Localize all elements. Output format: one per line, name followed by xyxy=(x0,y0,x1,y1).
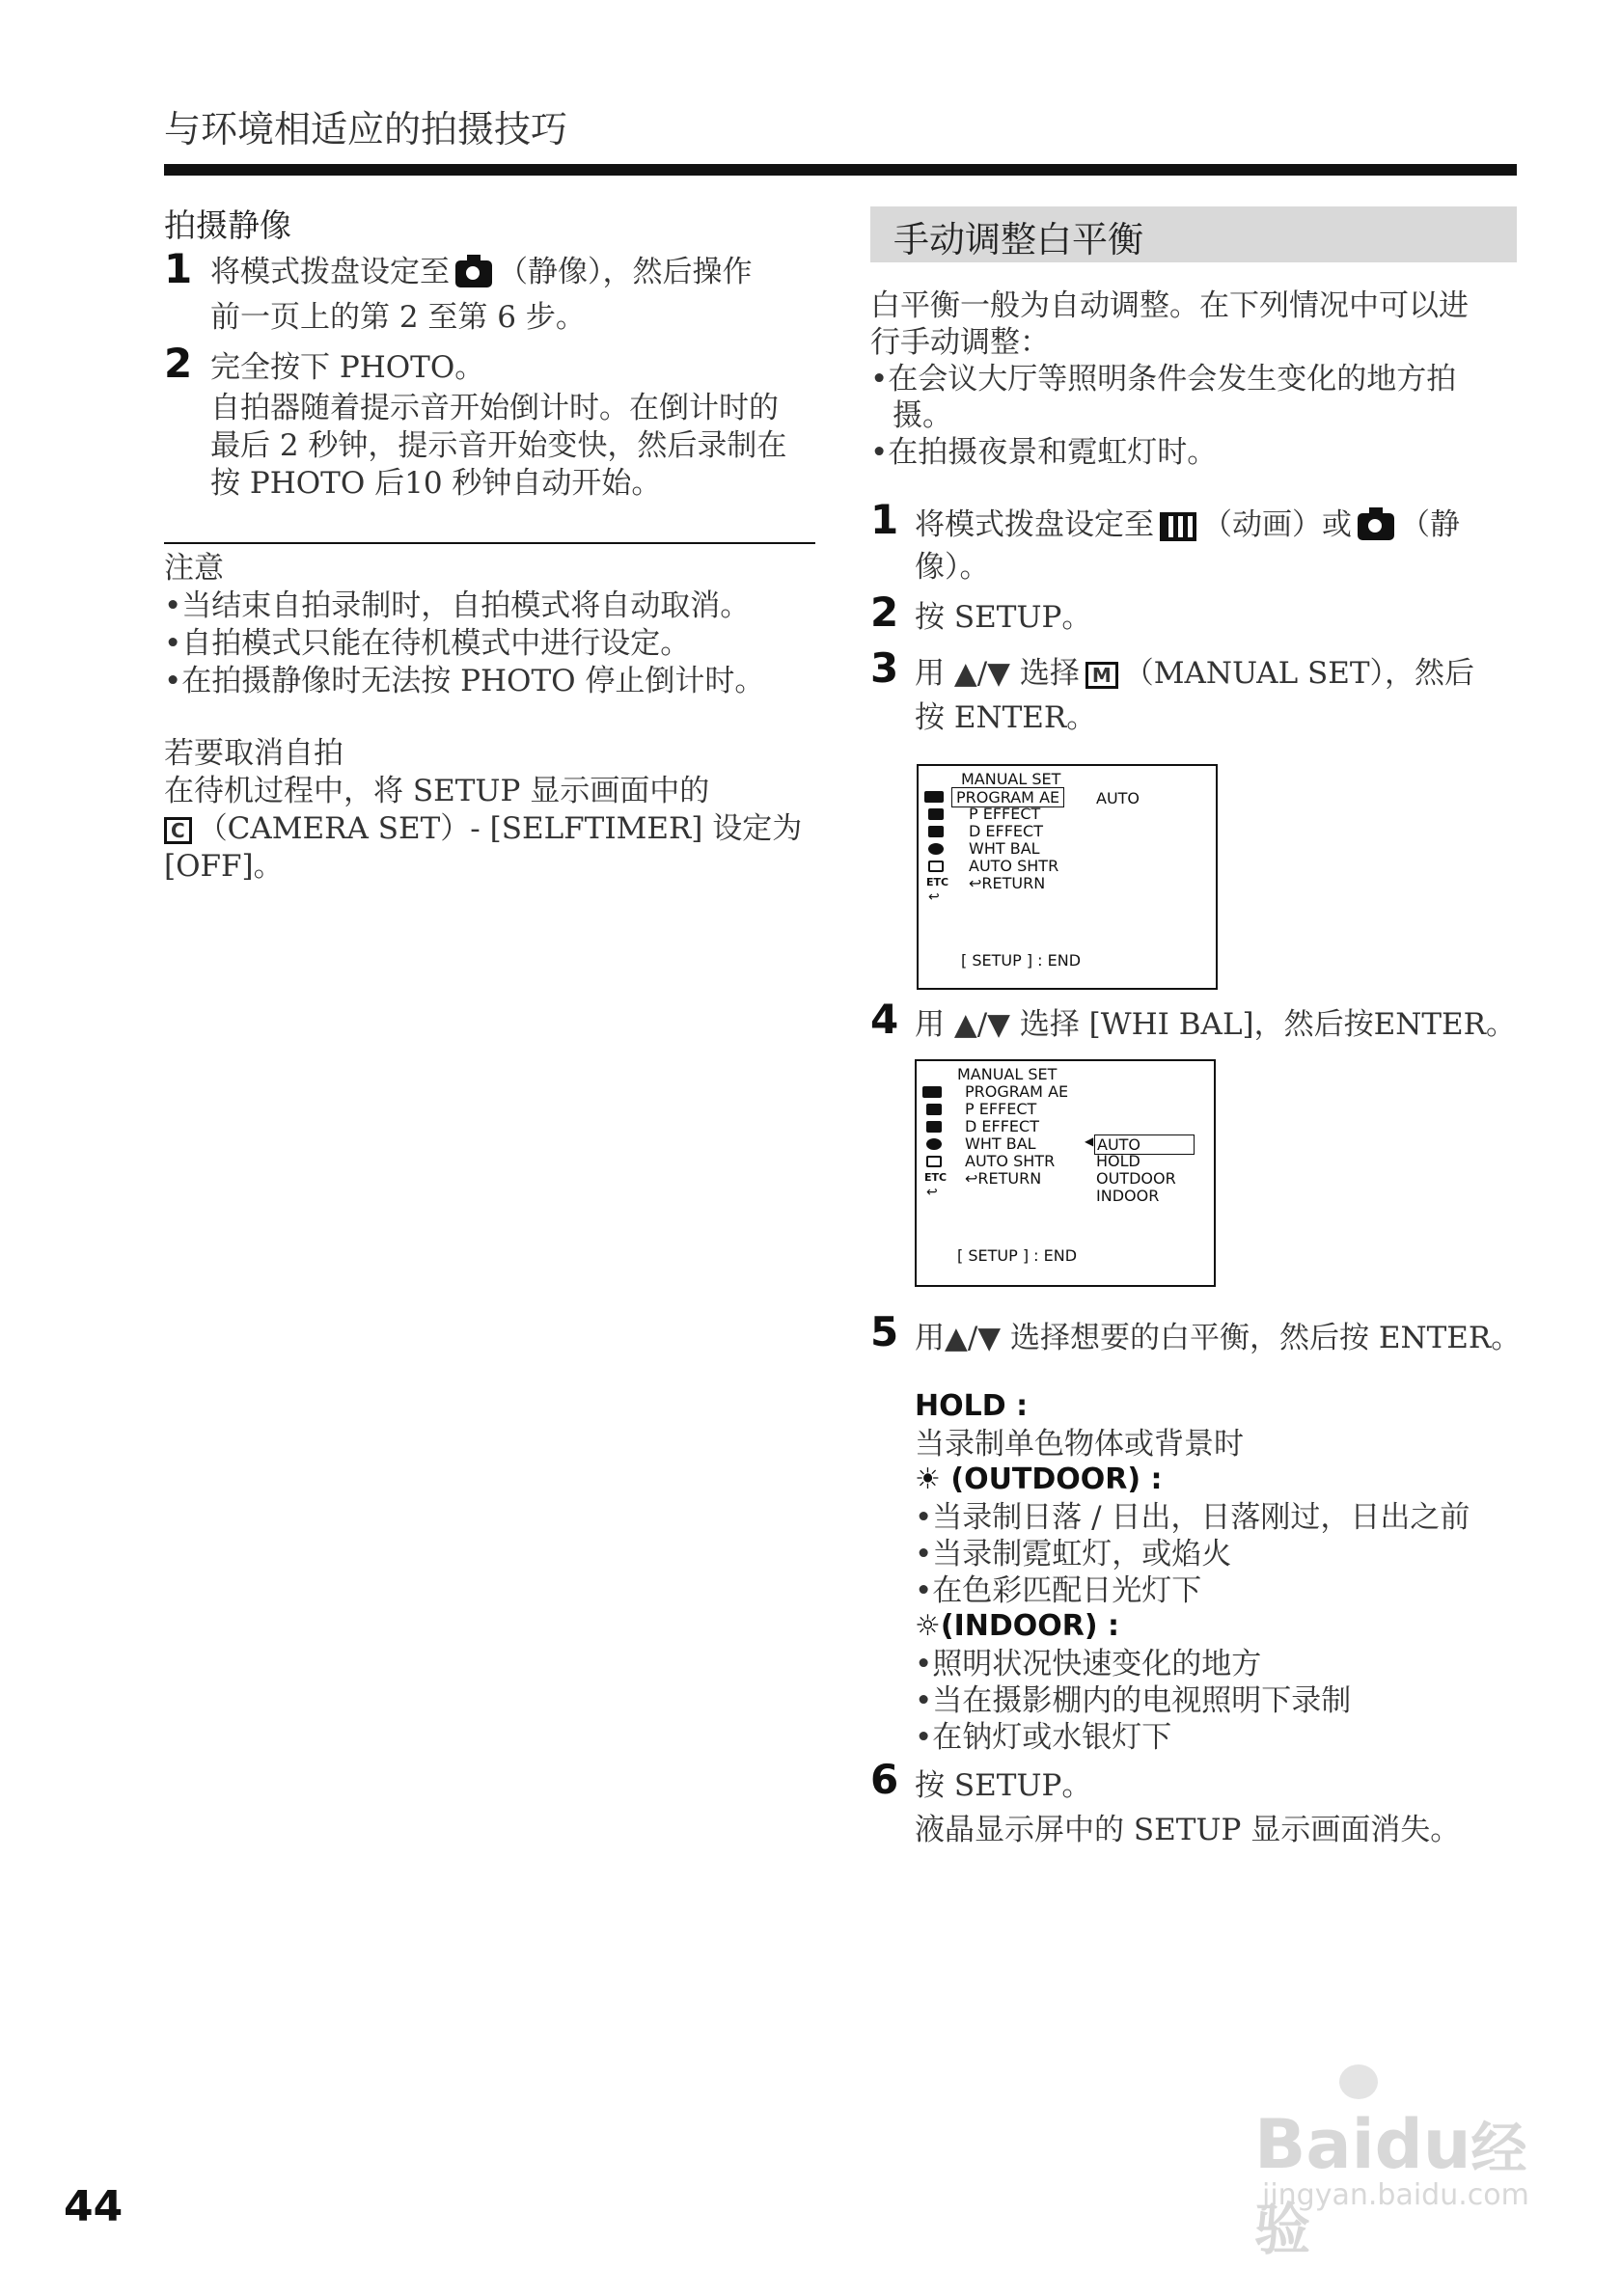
hold-label: HOLD : xyxy=(915,1389,1029,1423)
right-step3-number: 3 xyxy=(870,644,899,692)
menu2-title: MANUAL SET xyxy=(957,1065,1058,1083)
page-header-title: 与环境相适应的拍摄技巧 xyxy=(164,108,568,150)
note-item: •自拍模式只能在待机模式中进行设定。 xyxy=(164,626,691,661)
memory-set-icon xyxy=(926,1156,942,1167)
intro-line: 摄。 xyxy=(893,398,952,433)
right-step1-text xyxy=(915,506,1460,544)
light-bulb-icon: ☼ xyxy=(915,1609,941,1643)
camera-set-icon: C xyxy=(164,817,192,844)
left-step1-text-b: （静像），然后操作 xyxy=(498,255,753,289)
right-step6-text: 按 SETUP。 xyxy=(915,1768,1092,1803)
outdoor-item: •当录制霓虹灯，或焰火 xyxy=(915,1537,1232,1572)
note-title: 注意 xyxy=(164,551,224,586)
vtr-set-icon xyxy=(928,826,944,837)
right-step1-number: 1 xyxy=(870,496,899,543)
menu1-footer: [ SETUP ] : END xyxy=(961,951,1082,970)
left-step1-number: 1 xyxy=(164,245,193,292)
menu2-item: PROGRAM AE xyxy=(965,1082,1069,1101)
intro-line: 行手动调整： xyxy=(870,325,1050,360)
right-step3-b: （MANUAL SET），然后 xyxy=(1123,656,1475,691)
right-step2-number: 2 xyxy=(870,588,899,636)
hold-desc: 当录制单色物体或背景时 xyxy=(915,1427,1244,1462)
left-step2-text: 完全按下 PHOTO。 xyxy=(210,350,485,385)
menu1-item: P EFFECT xyxy=(969,805,1041,823)
indoor-item: •当在摄影棚内的电视照明下录制 xyxy=(915,1683,1352,1718)
right-section-title: 手动调整白平衡 xyxy=(893,219,1143,260)
right-step4-text: 用 ▲/▼ 选择 [WHI BAL]，然后按ENTER。 xyxy=(915,1007,1517,1042)
intro-line: •在拍摄夜景和霓虹灯时。 xyxy=(870,435,1218,470)
watermark-url: jingyan.baidu.com xyxy=(1262,2178,1529,2212)
sun-icon: ☀ xyxy=(915,1462,941,1496)
etc-icon: ETC xyxy=(924,1171,948,1184)
manual-set-icon xyxy=(924,791,944,803)
outdoor-item: •在色彩匹配日光灯下 xyxy=(915,1573,1202,1608)
menu2-pointer-icon: ◀ xyxy=(1085,1134,1094,1148)
camera-set-icon xyxy=(926,1104,942,1115)
left-step2-number: 2 xyxy=(164,340,193,387)
indoor-label-row xyxy=(915,1609,1119,1643)
menu1-item: AUTO SHTR xyxy=(969,857,1059,875)
outdoor-label-row xyxy=(915,1462,1163,1496)
vtr-set-icon xyxy=(926,1121,942,1133)
baidu-watermark xyxy=(1254,2064,1544,2262)
right-step1-b: （动画）或 xyxy=(1202,507,1352,542)
right-step5-number: 5 xyxy=(870,1308,899,1355)
menu2-item: P EFFECT xyxy=(965,1100,1037,1118)
right-step1-line2: 像）。 xyxy=(915,550,990,585)
return-icon: ↩ xyxy=(928,889,940,905)
memory-set-icon xyxy=(928,861,944,872)
intro-line: 白平衡一般为自动调整。在下列情况中可以进 xyxy=(870,288,1469,323)
menu2-item-wht-bal: WHT BAL xyxy=(965,1134,1036,1153)
right-step1-a: 将模式拨盘设定至 xyxy=(915,507,1154,542)
paw-icon xyxy=(1339,2064,1378,2099)
left-step2-line1: 自拍器随着提示音开始倒计时。在倒计时的 xyxy=(210,391,779,425)
indoor-label: (INDOOR) : xyxy=(940,1609,1120,1643)
manual-set-icon xyxy=(922,1086,942,1098)
watermark-brand: Baidu经验 xyxy=(1254,2105,1527,2262)
right-step1-c: （静 xyxy=(1400,507,1460,542)
left-section-title: 拍摄静像 xyxy=(164,206,291,244)
cancel-title: 若要取消自拍 xyxy=(164,736,343,771)
cancel-line1: 在待机过程中，将 SETUP 显示画面中的 xyxy=(164,774,710,808)
outdoor-item: •当录制日落 / 日出，日落刚过，日出之前 xyxy=(915,1500,1470,1535)
camera-set-icon xyxy=(928,808,944,820)
indoor-item: •在钠灯或水银灯下 xyxy=(915,1720,1172,1755)
cancel-line3: [OFF]。 xyxy=(164,849,284,884)
note-item: •在拍摄静像时无法按 PHOTO 停止倒计时。 xyxy=(164,664,765,698)
left-step1-line2: 前一页上的第 2 至第 6 步。 xyxy=(210,300,586,335)
page-number: 44 xyxy=(64,2182,124,2231)
menu-screen-2 xyxy=(915,1059,1216,1287)
camera-icon xyxy=(1358,513,1394,540)
right-step2-text: 按 SETUP。 xyxy=(915,600,1092,635)
menu1-title: MANUAL SET xyxy=(961,770,1061,788)
cancel-line2-text: （CAMERA SET）- [SELFTIMER] 设定为 xyxy=(197,811,803,846)
menu2-option: OUTDOOR xyxy=(1096,1169,1176,1188)
camera-icon xyxy=(455,260,492,287)
right-step6-number: 6 xyxy=(870,1756,899,1803)
movie-film-icon xyxy=(1160,512,1196,541)
note-rule xyxy=(164,542,815,544)
right-step5-text: 用▲/▼ 选择想要的白平衡，然后按 ENTER。 xyxy=(915,1321,1522,1355)
right-step3-line2: 按 ENTER。 xyxy=(915,700,1097,735)
menu2-item: D EFFECT xyxy=(965,1117,1039,1135)
menu2-option: HOLD xyxy=(1096,1152,1140,1170)
indoor-item: •照明状况快速变化的地方 xyxy=(915,1647,1262,1681)
outdoor-label: (OUTDOOR) : xyxy=(950,1462,1163,1496)
intro-line: •在会议大厅等照明条件会发生变化的地方拍 xyxy=(870,362,1457,396)
menu2-footer: [ SETUP ] : END xyxy=(957,1246,1078,1265)
right-step4-number: 4 xyxy=(870,996,899,1043)
left-step2-line2: 最后 2 秒钟，提示音开始变快，然后录制在 xyxy=(210,428,787,463)
menu-screen-1 xyxy=(917,764,1218,990)
left-step1-text-a: 将模式拨盘设定至 xyxy=(210,255,450,289)
left-step2-line3: 按 PHOTO 后10 秒钟自动开始。 xyxy=(210,466,662,501)
menu1-item-program-ae: PROGRAM AE xyxy=(951,787,1064,807)
cancel-line2 xyxy=(164,810,802,848)
return-icon: ↩ xyxy=(926,1185,938,1200)
etc-icon: ETC xyxy=(926,876,949,888)
header-rule xyxy=(164,164,1517,176)
menu2-option: INDOOR xyxy=(1096,1187,1160,1205)
manual-set-icon: M xyxy=(1085,662,1118,689)
menu2-item-return: ↩RETURN xyxy=(965,1169,1042,1188)
right-step3-a: 用 ▲/▼ 选择 xyxy=(915,656,1080,691)
menu1-item: D EFFECT xyxy=(969,822,1043,840)
lcd-set-icon xyxy=(926,1138,942,1150)
right-step6-line2: 液晶显示屏中的 SETUP 显示画面消失。 xyxy=(915,1813,1461,1847)
left-step1-text xyxy=(210,254,753,291)
menu2-item: AUTO SHTR xyxy=(965,1152,1056,1170)
menu2-option-auto: AUTO xyxy=(1094,1134,1195,1155)
right-step3-text xyxy=(915,655,1474,693)
menu1-item: WHT BAL xyxy=(969,839,1040,858)
note-item: •当结束自拍录制时，自拍模式将自动取消。 xyxy=(164,588,751,623)
menu1-item-return: ↩RETURN xyxy=(969,874,1046,892)
lcd-set-icon xyxy=(928,843,944,855)
menu1-value: AUTO xyxy=(1096,789,1140,807)
